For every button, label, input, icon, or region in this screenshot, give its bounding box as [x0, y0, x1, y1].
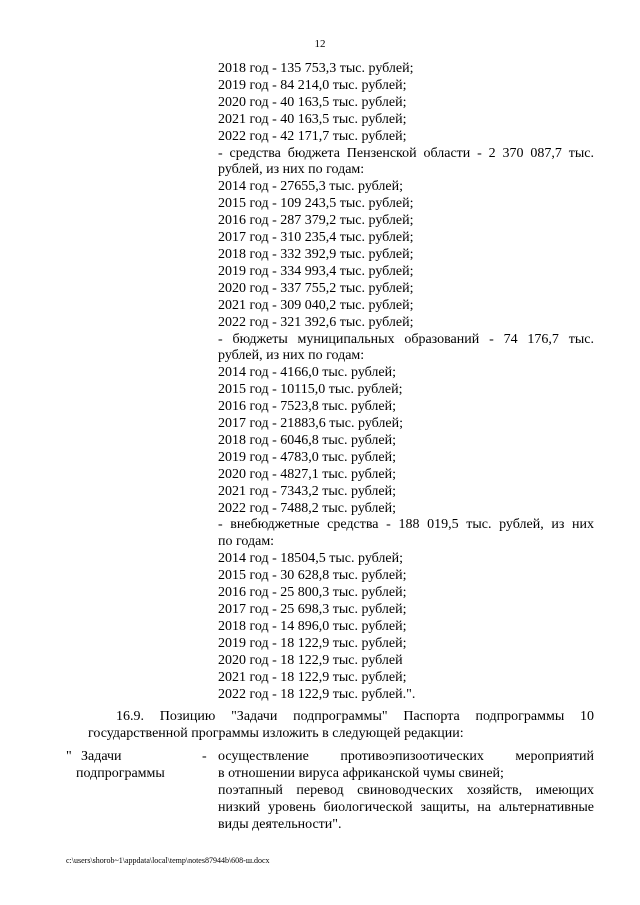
funding-lines	[218, 61, 594, 703]
row-label	[66, 748, 206, 782]
funding-line: 2020 год - 4827,1 тыс. рублей;	[218, 466, 397, 482]
amendment-paragraph	[88, 709, 594, 743]
funding-line: 2022 год - 7488,2 тыс. рублей;	[218, 500, 397, 516]
funding-line: 2015 год - 30 628,8 тыс. рублей;	[218, 568, 407, 584]
funding-line: 2015 год - 109 243,5 тыс. рублей;	[218, 196, 414, 212]
footer-file-path: c:\users\shorob~1\appdata\local\temp\notes87944b\608-ш.docx	[66, 856, 270, 865]
funding-line: 2019 год - 18 122,9 тыс. рублей;	[218, 635, 407, 651]
funding-line: 2021 год - 40 163,5 тыс. рублей;	[218, 111, 407, 127]
funding-line: 2017 год - 25 698,3 тыс. рублей;	[218, 602, 407, 617]
funding-line: 2017 год - 21883,6 тыс. рублей;	[218, 416, 404, 432]
paragraph-line: государственной программы изложить в следующей редакции:	[88, 725, 464, 741]
label-line: подпрограммы	[76, 766, 165, 781]
opening-quote: "	[66, 749, 72, 764]
funding-line: 2021 год - 309 040,2 тыс. рублей;	[218, 297, 414, 313]
funding-line: 2014 год - 27655,3 тыс. рублей;	[218, 179, 404, 195]
funding-line: 2018 год - 332 392,9 тыс. рублей;	[218, 246, 414, 262]
row-content	[218, 748, 594, 833]
content-line: осуществление противоэпизоотических мероприятий	[218, 749, 594, 764]
funding-line: 2021 год - 7343,2 тыс. рублей;	[218, 483, 397, 499]
funding-line: 2014 год - 4166,0 тыс. рублей;	[218, 365, 397, 381]
funding-line: рублей, из них по годам:	[218, 348, 365, 364]
funding-line: 2022 год - 321 392,6 тыс. рублей;	[218, 314, 414, 330]
content-line: в отношении вируса африканской чумы свиней;	[218, 766, 504, 781]
funding-line: 2020 год - 18 122,9 тыс. рублей	[218, 652, 403, 668]
funding-line: 2022 год - 18 122,9 тыс. рублей.".	[218, 686, 416, 702]
funding-line: 2018 год - 6046,8 тыс. рублей;	[218, 432, 397, 448]
funding-line: 2020 год - 337 755,2 тыс. рублей;	[218, 280, 414, 296]
funding-line: 2016 год - 7523,8 тыс. рублей;	[218, 399, 397, 415]
funding-line: 2021 год - 18 122,9 тыс. рублей;	[218, 669, 407, 685]
label-line: Задачи	[81, 749, 122, 764]
funding-source-heading: - бюджеты муниципальных образований - 74 176,7 тыс.	[218, 331, 594, 347]
funding-source-heading: - внебюджетные средства - 188 019,5 тыс. рублей, из них	[218, 517, 594, 533]
funding-line: 2017 год - 310 235,4 тыс. рублей;	[218, 230, 414, 246]
funding-line: 2022 год - 42 171,7 тыс. рублей;	[218, 128, 407, 144]
funding-line: 2019 год - 84 214,0 тыс. рублей;	[218, 77, 407, 93]
page-number: 12	[314, 38, 326, 50]
funding-line: 2019 год - 4783,0 тыс. рублей;	[218, 449, 397, 465]
funding-line: 2018 год - 14 896,0 тыс. рублей;	[218, 618, 407, 634]
funding-line: по годам:	[218, 534, 275, 550]
funding-line: 2019 год - 334 993,4 тыс. рублей;	[218, 263, 414, 279]
funding-line: рублей, из них по годам:	[218, 162, 365, 178]
paragraph-line: 16.9. Позицию "Задачи подпрограммы" Паспорта подпрограммы 10	[116, 709, 594, 724]
funding-line: 2014 год - 18504,5 тыс. рублей;	[218, 551, 404, 567]
funding-source-heading: - средства бюджета Пензенской области - 2 370 087,7 тыс.	[218, 145, 594, 161]
funding-line: 2016 год - 25 800,3 тыс. рублей;	[218, 585, 407, 601]
content-line: виды деятельности".	[218, 817, 342, 832]
funding-line: 2018 год - 135 753,3 тыс. рублей;	[218, 61, 414, 76]
row-dash: -	[202, 749, 207, 764]
funding-line: 2015 год - 10115,0 тыс. рублей;	[218, 382, 403, 398]
content-line: поэтапный перевод свиноводческих хозяйств, имеющих	[218, 783, 594, 798]
funding-line: 2020 год - 40 163,5 тыс. рублей;	[218, 94, 407, 110]
funding-line: 2016 год - 287 379,2 тыс. рублей;	[218, 213, 414, 229]
content-line: низкий уровень биологической защиты, на альтернативные	[218, 800, 594, 815]
